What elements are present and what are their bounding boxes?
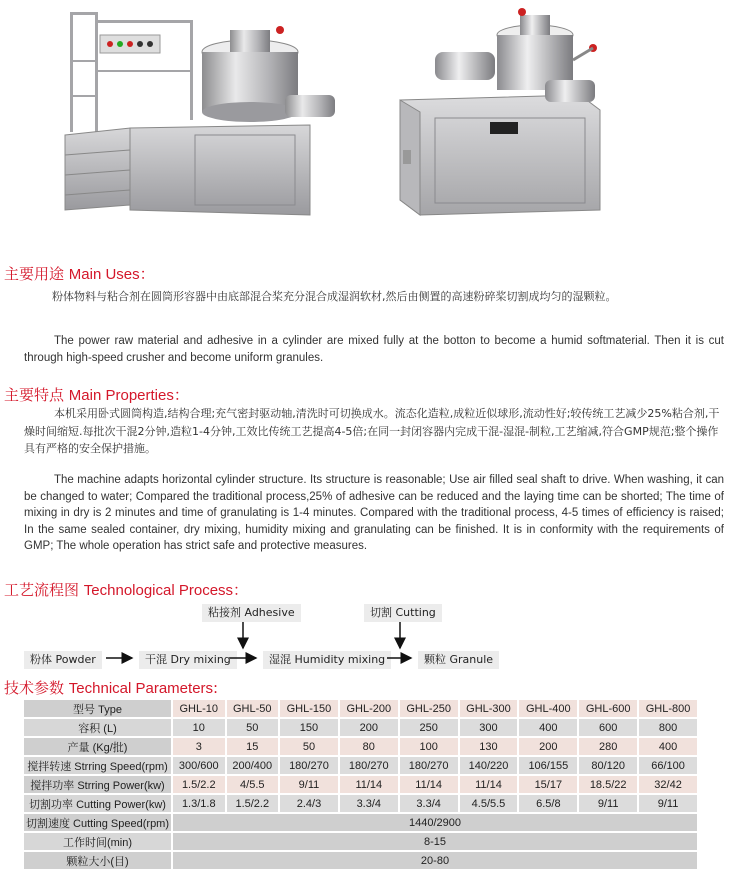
table-cell: 2.4/3 [280, 795, 338, 812]
table-cell: 1.3/1.8 [173, 795, 225, 812]
table-cell: 180/270 [340, 757, 398, 774]
parameters-heading-cn: 技术参数 [4, 679, 65, 697]
table-cell: 66/100 [639, 757, 697, 774]
table-cell: GHL-600 [579, 700, 637, 717]
process-humidity-mixing-box: 湿混 Humidity mixing [263, 651, 391, 669]
main-properties-heading [4, 384, 189, 405]
table-cell: 150 [280, 719, 338, 736]
process-adhesive-box: 粘接剂 Adhesive [202, 604, 301, 622]
process-powder-box: 粉体 Powder [24, 651, 102, 669]
table-cell: 10 [173, 719, 225, 736]
table-cell: 180/270 [280, 757, 338, 774]
main-uses-heading [4, 263, 155, 284]
table-header-row [24, 700, 697, 717]
table-cell: GHL-300 [460, 700, 518, 717]
machine-photo-left [60, 0, 350, 230]
table-cell: 9/11 [280, 776, 338, 793]
table-row [24, 776, 697, 793]
parameters-table [22, 698, 699, 871]
table-cell: 140/220 [460, 757, 518, 774]
table-cell: 18.5/22 [579, 776, 637, 793]
row-label-cell: 切割速度 Cutting Speed(rpm) [24, 814, 171, 831]
main-uses-heading-en: Main Uses [68, 266, 140, 283]
table-cell: GHL-50 [227, 700, 279, 717]
parameters-heading-colon: : [213, 679, 219, 697]
table-cell: 100 [400, 738, 458, 755]
table-cell: 15 [227, 738, 279, 755]
table-span-row [24, 814, 697, 831]
process-dry-mixing-box: 干混 Dry mixing [139, 651, 237, 669]
row-label-cell: 切割功率 Cutting Power(kw) [24, 795, 171, 812]
table-cell: 180/270 [400, 757, 458, 774]
main-uses-text-cn: 粉体物料与粘合剂在圆筒形容器中由底部混合桨充分混合成湿润软材,然后由侧置的高速粉碎桨切割成均匀的湿颗粒。 [52, 290, 617, 303]
row-label-cell: 工作时间(min) [24, 833, 171, 850]
table-cell: 15/17 [519, 776, 577, 793]
table-row [24, 795, 697, 812]
table-span-row [24, 852, 697, 869]
table-cell: 280 [579, 738, 637, 755]
process-heading-cn: 工艺流程图 [4, 581, 80, 599]
table-span-cell: 20-80 [173, 852, 697, 869]
row-label-cell: 颗粒大小(目) [24, 852, 171, 869]
main-properties-text-en: The machine adapts horizontal cylinder structure. Its structure is reasonable; Use air filled seal shaft to drive. When washing, it can be changed to water; Compared the traditional process,25% of adhesive can be reduced and the laying time can be shorted; The time of mixing in dry is 2 minutes and time of granulating is 1-4 minutes. Compared with the traditional process, 4-5 times of efficiency is raised; In the same sealed container, dry mixing, humidity mixing and granulating can be finished. It is in conformity with the requirements of GMP; The whole operation has strict safe and protective measures. [24, 474, 724, 552]
table-cell: GHL-150 [280, 700, 338, 717]
table-cell: GHL-250 [400, 700, 458, 717]
table-cell: 9/11 [579, 795, 637, 812]
row-label-cell: 型号 Type [24, 700, 171, 717]
process-granule-box: 颗粒 Granule [418, 651, 499, 669]
main-properties-heading-en: Main Properties [68, 387, 174, 404]
table-cell: 11/14 [400, 776, 458, 793]
table-cell: 200 [340, 719, 398, 736]
table-cell: GHL-400 [519, 700, 577, 717]
table-span-cell: 1440/2900 [173, 814, 697, 831]
table-cell: 6.5/8 [519, 795, 577, 812]
table-span-cell: 8-15 [173, 833, 697, 850]
main-properties-text-cn: 本机采用卧式圆筒构造,结构合理;充气密封驱动轴,清洗时可切换成水。流态化造粒,成粒近似球形,流动性好;较传统工艺减少25%粘合剂,干燥时间缩短.每批次干混2分钟,造粒1-4分钟,工效比传统工艺提高4-5倍;在同一封闭容器内完成干混-湿混-制粒,工艺缩减,符合GMP规范;整个操作具有严格的安全保护措施。 [24, 407, 720, 455]
table-cell: GHL-800 [639, 700, 697, 717]
table-cell: GHL-200 [340, 700, 398, 717]
table-cell: 1.5/2.2 [227, 795, 279, 812]
table-cell: 800 [639, 719, 697, 736]
table-cell: 300/600 [173, 757, 225, 774]
main-properties-heading-colon: ： [173, 386, 189, 404]
table-cell: 9/11 [639, 795, 697, 812]
table-cell: 400 [639, 738, 697, 755]
table-cell: 50 [280, 738, 338, 755]
table-cell: 32/42 [639, 776, 697, 793]
table-cell: 130 [460, 738, 518, 755]
table-span-row [24, 833, 697, 850]
table-cell: 4/5.5 [227, 776, 279, 793]
row-label-cell: 产量 (Kg/批) [24, 738, 171, 755]
table-cell: 50 [227, 719, 279, 736]
row-label-cell: 容积 (L) [24, 719, 171, 736]
table-cell: 3.3/4 [340, 795, 398, 812]
table-cell: 600 [579, 719, 637, 736]
row-label-cell: 搅拌功率 Strring Power(kw) [24, 776, 171, 793]
row-label-cell: 搅拌转速 Strring Speed(rpm) [24, 757, 171, 774]
machine-photo-right [395, 0, 615, 230]
process-arrows [0, 600, 750, 680]
table-cell: 200/400 [227, 757, 279, 774]
table-cell: 3.3/4 [400, 795, 458, 812]
table-row [24, 738, 697, 755]
main-properties-heading-cn: 主要特点 [4, 386, 65, 404]
table-cell: 400 [519, 719, 577, 736]
table-cell: 4.5/5.5 [460, 795, 518, 812]
process-heading [4, 579, 248, 600]
table-cell: 11/14 [340, 776, 398, 793]
main-uses-heading-colon: ： [139, 265, 155, 283]
table-cell: GHL-10 [173, 700, 225, 717]
process-cutting-box: 切割 Cutting [364, 604, 442, 622]
table-cell: 3 [173, 738, 225, 755]
parameters-heading [4, 677, 218, 698]
table-cell: 300 [460, 719, 518, 736]
process-heading-colon: ： [233, 581, 249, 599]
table-row [24, 719, 697, 736]
main-uses-text-en: The power raw material and adhesive in a cylinder are mixed fully at the botton to become a humid softmaterial. Then it is cut through high-speed crusher and become uniform granules. [24, 335, 724, 364]
parameters-heading-en: Technical Parameters [68, 680, 214, 697]
table-cell: 1.5/2.2 [173, 776, 225, 793]
table-row [24, 757, 697, 774]
table-cell: 11/14 [460, 776, 518, 793]
table-cell: 250 [400, 719, 458, 736]
main-uses-heading-cn: 主要用途 [4, 265, 65, 283]
table-cell: 200 [519, 738, 577, 755]
table-cell: 80/120 [579, 757, 637, 774]
table-cell: 80 [340, 738, 398, 755]
process-heading-en: Technological Process [83, 582, 234, 599]
table-cell: 106/155 [519, 757, 577, 774]
